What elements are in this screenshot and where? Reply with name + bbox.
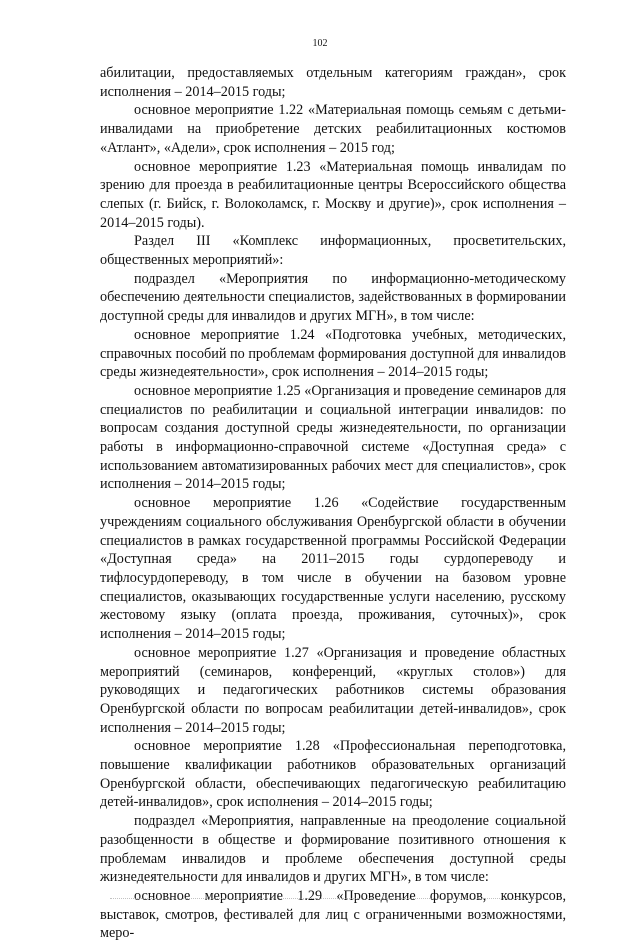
document-body [100, 64, 566, 943]
page-number: 102 [312, 38, 328, 49]
paragraph-measure-1-27: основное мероприятие 1.27 «Организация и проведение областных мероприятий (семинаров, конференций, «круглых столов») для руководящих и педагогических работников системы образования Оренбургской области по вопросам реабилитации детей-инвалидов», срок исполнения – 2014–2015 годы; [100, 644, 566, 736]
paragraph-measure-1-25: основное мероприятие 1.25 «Организация и проведение семинаров для специалистов по реабилитации и социальной интеграции инвалидов: по вопросам создания доступной среды жизнедеятельности, по организации работы в информационно-справочной системе «Доступная среда» с использованием автоматизированных рабочих мест для специалистов», срок исполнения – 2014–2015 годы; [100, 382, 566, 493]
paragraph-measure-1-24: основное мероприятие 1.24 «Подготовка учебных, методических, справочных пособий по проблемам формирования доступной для инвалидов среды жизнедеятельности», срок исполнения – 2014–2015 годы; [100, 326, 566, 381]
paragraph-measure-1-29: основное мероприятие 1.29 «Проведение форумов, конкурсов, выставок, смотров, фестивалей для лиц с ограниченными возможностями, меро- [100, 887, 566, 942]
paragraph-section-3: Раздел III «Комплекс информационных, просветительских, общественных мероприятий»: [100, 233, 566, 269]
scan-bottom-edge [110, 898, 550, 903]
paragraph-measure-1-26: основное мероприятие 1.26 «Содействие государственным учреждениям социального обслуживания Оренбургской области в обучении специалистов в рамках государственной программы Российской Федерации «Доступная среда» на 2011–2015 годы сурдопереводу и тифлосурдопереводу, в том числе в обучении на базовом уровне специалистов, оказывающих государственные услуги населению, русскому жестовому языку (оплата проезда, проживания, суточных)», срок исполнения – 2014–2015 годы; [100, 495, 566, 643]
paragraph-measure-1-28: основное мероприятие 1.28 «Профессиональная переподготовка, повышение квалификации работников образовательных организаций Оренбургской области, обеспечивающих педагогическую реабилитацию детей-инвалидов», срок исполнения – 2014–2015 годы; [100, 738, 566, 811]
paragraph-measure-1-22: основное мероприятие 1.22 «Материальная помощь семьям с детьми-инвалидами на приобретение детских реабилитационных костюмов «Атлант», «Адели», срок исполнения – 2015 год; [100, 102, 566, 156]
paragraph-continuation: абилитации, предоставляемых отдельным категориям граждан», срок исполнения – 2014–2015 годы; [100, 65, 566, 100]
paragraph-measure-1-23: основное мероприятие 1.23 «Материальная помощь инвалидам по зрению для проезда в реабилитационные центры Всероссийского общества слепых (г. Бийск, г. Волоколамск, г. Москву и другие)», срок исполнения – 2014–2015 годы). [100, 158, 566, 231]
paragraph-subsection-methodical: подраздел «Мероприятия по информационно-методическому обеспечению деятельности специалистов, задействованных в формировании доступной среды для инвалидов и других МГН», в том числе: [100, 270, 566, 325]
paragraph-subsection-social: подраздел «Мероприятия, направленные на преодоление социальной разобщенности в обществе и формирование позитивного отношения к проблемам инвалидов и проблеме обеспечения доступной среды жизнедеятельности для инвалидов и других МГН», в том числе: [100, 813, 566, 886]
